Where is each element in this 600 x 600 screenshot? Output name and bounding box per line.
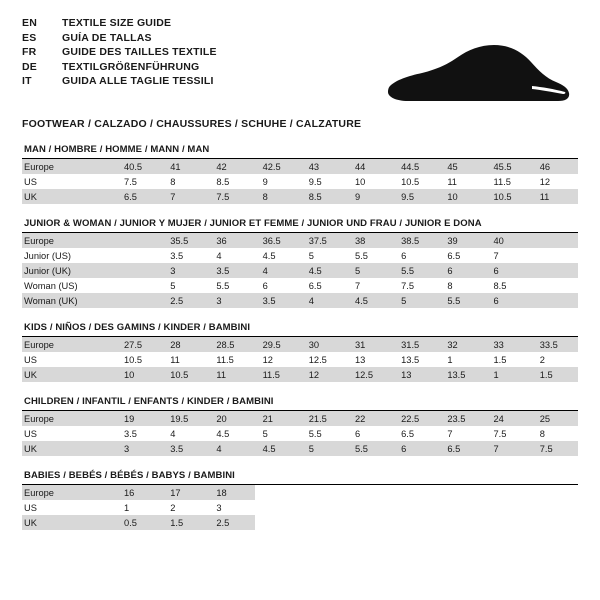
cell	[347, 500, 393, 515]
group-title: KIDS / NIÑOS / DES GAMINS / KINDER / BAMBINI	[22, 322, 578, 337]
group-title: CHILDREN / INFANTIL / ENFANTS / KINDER / BAMBINI	[22, 396, 578, 411]
cell: 2	[170, 502, 176, 513]
cell	[301, 500, 347, 515]
language-row	[22, 33, 217, 48]
group-title: BABIES / BEBÉS / BÉBÉS / BABYS / BAMBINI	[22, 470, 578, 485]
size-group-junior-woman	[22, 218, 578, 308]
cell: 9	[262, 176, 268, 187]
row-label: Europe	[22, 485, 116, 500]
cell: 3	[216, 502, 222, 513]
cell: 8.5	[493, 280, 507, 291]
cell: 10.5	[162, 367, 208, 382]
cell	[532, 485, 578, 500]
cell	[255, 485, 301, 500]
cell: 44	[347, 159, 393, 174]
cell: 13.5	[439, 367, 485, 382]
table-row	[22, 515, 578, 530]
cell: 31	[347, 337, 393, 352]
cell: 6	[486, 263, 532, 278]
cell: 11.5	[255, 367, 301, 382]
cell	[532, 515, 578, 530]
cell: 42.5	[255, 159, 301, 174]
table-row	[22, 426, 578, 441]
cell: 45	[439, 159, 485, 174]
cell: 9.5	[308, 176, 322, 187]
table-row	[22, 411, 578, 426]
row-label: Woman (UK)	[22, 293, 116, 308]
cell: 7	[447, 428, 453, 439]
cell: 13	[354, 354, 366, 365]
cell: 5	[393, 293, 439, 308]
table-row	[22, 485, 578, 500]
cell: 40	[486, 233, 532, 248]
size-table-children	[22, 411, 578, 456]
language-code: DE	[22, 60, 37, 73]
cell: 1.5	[162, 515, 208, 530]
cell	[116, 278, 162, 293]
language-title: GUÍA DE TALLAS	[62, 31, 152, 44]
cell: 7.5	[401, 280, 415, 291]
cell: 40.5	[116, 159, 162, 174]
cell: 7.5	[532, 441, 578, 456]
cell: 44.5	[393, 159, 439, 174]
cell	[532, 500, 578, 515]
language-title-list	[22, 18, 217, 91]
size-table-junior-woman	[22, 233, 578, 308]
row-label: Europe	[22, 337, 116, 352]
cell	[532, 263, 578, 278]
cell: 21	[255, 411, 301, 426]
cell: 5.5	[393, 263, 439, 278]
language-code: IT	[22, 75, 32, 87]
cell: 22.5	[393, 411, 439, 426]
cell	[532, 278, 578, 293]
cell: 20	[208, 411, 254, 426]
cell: 19.5	[162, 411, 208, 426]
cell: 3.5	[170, 250, 184, 261]
cell: 5	[347, 263, 393, 278]
cell: 4.5	[262, 250, 276, 261]
table-row	[22, 278, 578, 293]
cell	[439, 485, 485, 500]
row-label: UK	[22, 441, 116, 456]
cell: 12	[262, 354, 273, 365]
language-row	[22, 76, 217, 91]
cell	[393, 500, 439, 515]
cell: 21.5	[301, 411, 347, 426]
cell: 43	[301, 159, 347, 174]
row-label: US	[24, 176, 37, 187]
cell: 18	[208, 485, 254, 500]
cell: 4.5	[216, 428, 230, 439]
cell: 12.5	[308, 354, 327, 365]
cell: 6	[262, 280, 268, 291]
cell: 4	[208, 441, 254, 456]
language-title: TEXTILGRÖßENFÜHRUNG	[62, 60, 200, 73]
group-title: MAN / HOMBRE / HOMME / MANN / MAN	[22, 144, 578, 159]
cell	[393, 485, 439, 500]
cell: 6	[393, 441, 439, 456]
cell: 6.5	[401, 428, 415, 439]
cell: 11	[208, 367, 254, 382]
cell	[347, 485, 393, 500]
cell	[486, 485, 532, 500]
cell	[439, 500, 485, 515]
cell: 10	[116, 367, 162, 382]
cell: 7.5	[208, 189, 254, 204]
cell: 4.5	[255, 441, 301, 456]
size-group-kids	[22, 322, 578, 382]
cell: 11.5	[493, 176, 511, 187]
cell: 1	[447, 354, 453, 365]
cell: 11	[170, 354, 180, 365]
cell	[532, 233, 578, 248]
cell: 3.5	[124, 428, 137, 439]
cell: 0.5	[116, 515, 162, 530]
cell: 4	[216, 250, 222, 261]
language-code: EN	[22, 17, 37, 29]
cell: 9	[347, 189, 393, 204]
cell: 7	[354, 280, 361, 291]
cell: 6.5	[439, 441, 485, 456]
cell: 10.5	[486, 189, 532, 204]
cell: 31.5	[393, 337, 439, 352]
cell: 6.5	[116, 189, 162, 204]
size-table-babies	[22, 485, 578, 530]
cell: 5.5	[308, 428, 322, 439]
table-row	[22, 233, 578, 248]
cell: 4.5	[347, 293, 393, 308]
language-row	[22, 62, 217, 77]
cell: 6.5	[447, 250, 461, 261]
cell: 42	[208, 159, 254, 174]
cell: 8	[447, 280, 453, 291]
cell	[393, 515, 439, 530]
cell: 6	[439, 263, 485, 278]
cell: 11.5	[216, 354, 234, 365]
cell: 10.5	[401, 176, 420, 187]
row-label: US	[24, 354, 37, 365]
cell: 28.5	[208, 337, 254, 352]
cell	[116, 263, 162, 278]
language-code: ES	[22, 31, 37, 44]
cell: 39	[439, 233, 485, 248]
language-title: GUIDE DES TAILLES TEXTILE	[62, 46, 217, 58]
cell	[116, 293, 162, 308]
cell: 37.5	[301, 233, 347, 248]
cell: 5	[262, 428, 268, 439]
cell: 5.5	[439, 293, 485, 308]
cell: 8.5	[216, 176, 230, 187]
cell: 8	[170, 176, 176, 187]
cell: 7	[493, 250, 499, 261]
cell: 3.5	[162, 441, 208, 456]
cell: 4	[301, 293, 347, 308]
cell	[301, 485, 347, 500]
cell: 1	[124, 502, 130, 513]
cell: 12.5	[347, 367, 393, 382]
table-row	[22, 500, 578, 515]
row-label: UK	[22, 189, 116, 204]
cell: 8	[255, 189, 301, 204]
table-row	[22, 263, 578, 278]
cell	[347, 515, 393, 530]
cell: 9.5	[393, 189, 439, 204]
cell: 2	[539, 354, 545, 365]
cell: 30	[301, 337, 347, 352]
cell: 3.5	[208, 263, 254, 278]
cell: 11	[532, 189, 578, 204]
size-table-kids	[22, 337, 578, 382]
cell: 10	[354, 176, 366, 187]
cell	[532, 248, 578, 263]
cell: 6	[401, 250, 407, 261]
cell: 3	[162, 263, 208, 278]
cell	[116, 233, 162, 248]
cell: 6.5	[308, 280, 322, 291]
table-row	[22, 293, 578, 308]
cell	[116, 248, 162, 263]
row-label: Europe	[22, 411, 116, 426]
cell: 3	[208, 293, 254, 308]
cell: 38.5	[393, 233, 439, 248]
cell	[255, 500, 301, 515]
cell: 16	[116, 485, 162, 500]
cell: 17	[162, 485, 208, 500]
cell: 38	[347, 233, 393, 248]
cell: 35.5	[162, 233, 208, 248]
table-row	[22, 352, 578, 367]
table-row	[22, 337, 578, 352]
size-group-children	[22, 396, 578, 456]
cell	[532, 293, 578, 308]
cell: 2.5	[208, 515, 254, 530]
cell: 8	[539, 428, 545, 439]
cell: 33	[486, 337, 532, 352]
size-table-man	[22, 159, 578, 204]
language-row	[22, 47, 217, 62]
row-label: UK	[22, 367, 116, 382]
footwear-category-title: FOOTWEAR / CALZADO / CHAUSSURES / SCHUHE / CALZATURE	[22, 118, 362, 130]
cell: 3.5	[255, 293, 301, 308]
cell: 4.5	[301, 263, 347, 278]
size-group-man	[22, 144, 578, 204]
row-label: UK	[22, 515, 116, 530]
table-row	[22, 174, 578, 189]
cell: 10	[439, 189, 485, 204]
cell: 5	[170, 280, 176, 291]
cell: 1.5	[532, 367, 578, 382]
cell: 45.5	[486, 159, 532, 174]
cell: 25	[532, 411, 578, 426]
cell: 12	[539, 176, 551, 187]
row-label: Junior (US)	[24, 250, 72, 261]
table-row	[22, 189, 578, 204]
cell: 33.5	[532, 337, 578, 352]
row-label: Europe	[22, 159, 116, 174]
cell: 29.5	[255, 337, 301, 352]
cell	[301, 515, 347, 530]
language-title: TEXTILE SIZE GUIDE	[62, 17, 172, 29]
cell: 7	[162, 189, 208, 204]
table-row	[22, 159, 578, 174]
row-label: US	[24, 502, 37, 513]
cell: 5	[308, 250, 314, 261]
cell: 7.5	[493, 428, 507, 439]
cell: 6	[486, 293, 532, 308]
cell: 36.5	[255, 233, 301, 248]
cell: 12	[301, 367, 347, 382]
language-row	[22, 18, 217, 33]
cell: 8.5	[301, 189, 347, 204]
cell: 32	[439, 337, 485, 352]
cell: 2.5	[162, 293, 208, 308]
cell: 11	[447, 176, 457, 187]
cell: 28	[162, 337, 208, 352]
cell: 5.5	[216, 280, 230, 291]
cell	[486, 515, 532, 530]
page-header	[22, 18, 578, 110]
row-label: US	[24, 428, 37, 439]
cell: 46	[532, 159, 578, 174]
table-row	[22, 441, 578, 456]
cell: 3	[116, 441, 162, 456]
row-label: Europe	[22, 233, 116, 248]
cell: 27.5	[116, 337, 162, 352]
cell: 13	[393, 367, 439, 382]
table-row	[22, 248, 578, 263]
table-row	[22, 367, 578, 382]
cell: 19	[116, 411, 162, 426]
dress-shoe-icon	[382, 40, 572, 112]
cell: 24	[486, 411, 532, 426]
cell	[255, 515, 301, 530]
cell: 5.5	[354, 250, 368, 261]
cell: 7	[486, 441, 532, 456]
row-label: Woman (US)	[24, 280, 78, 291]
size-group-babies	[22, 470, 578, 530]
cell: 6	[354, 428, 361, 439]
cell: 1.5	[493, 354, 507, 365]
language-code: FR	[22, 46, 37, 58]
cell	[439, 515, 485, 530]
cell: 7.5	[124, 176, 137, 187]
cell: 5	[301, 441, 347, 456]
cell	[486, 500, 532, 515]
language-title: GUIDA ALLE TAGLIE TESSILI	[62, 75, 214, 87]
cell: 5.5	[347, 441, 393, 456]
cell: 4	[170, 428, 176, 439]
cell: 22	[347, 411, 393, 426]
cell: 23.5	[439, 411, 485, 426]
cell: 41	[162, 159, 208, 174]
cell: 10.5	[124, 354, 143, 365]
cell: 4	[255, 263, 301, 278]
row-label: Junior (UK)	[22, 263, 116, 278]
cell: 36	[208, 233, 254, 248]
cell: 13.5	[401, 354, 420, 365]
cell: 1	[486, 367, 532, 382]
group-title: JUNIOR & WOMAN / JUNIOR Y MUJER / JUNIOR ET FEMME / JUNIOR UND FRAU / JUNIOR E DONA	[22, 218, 578, 233]
